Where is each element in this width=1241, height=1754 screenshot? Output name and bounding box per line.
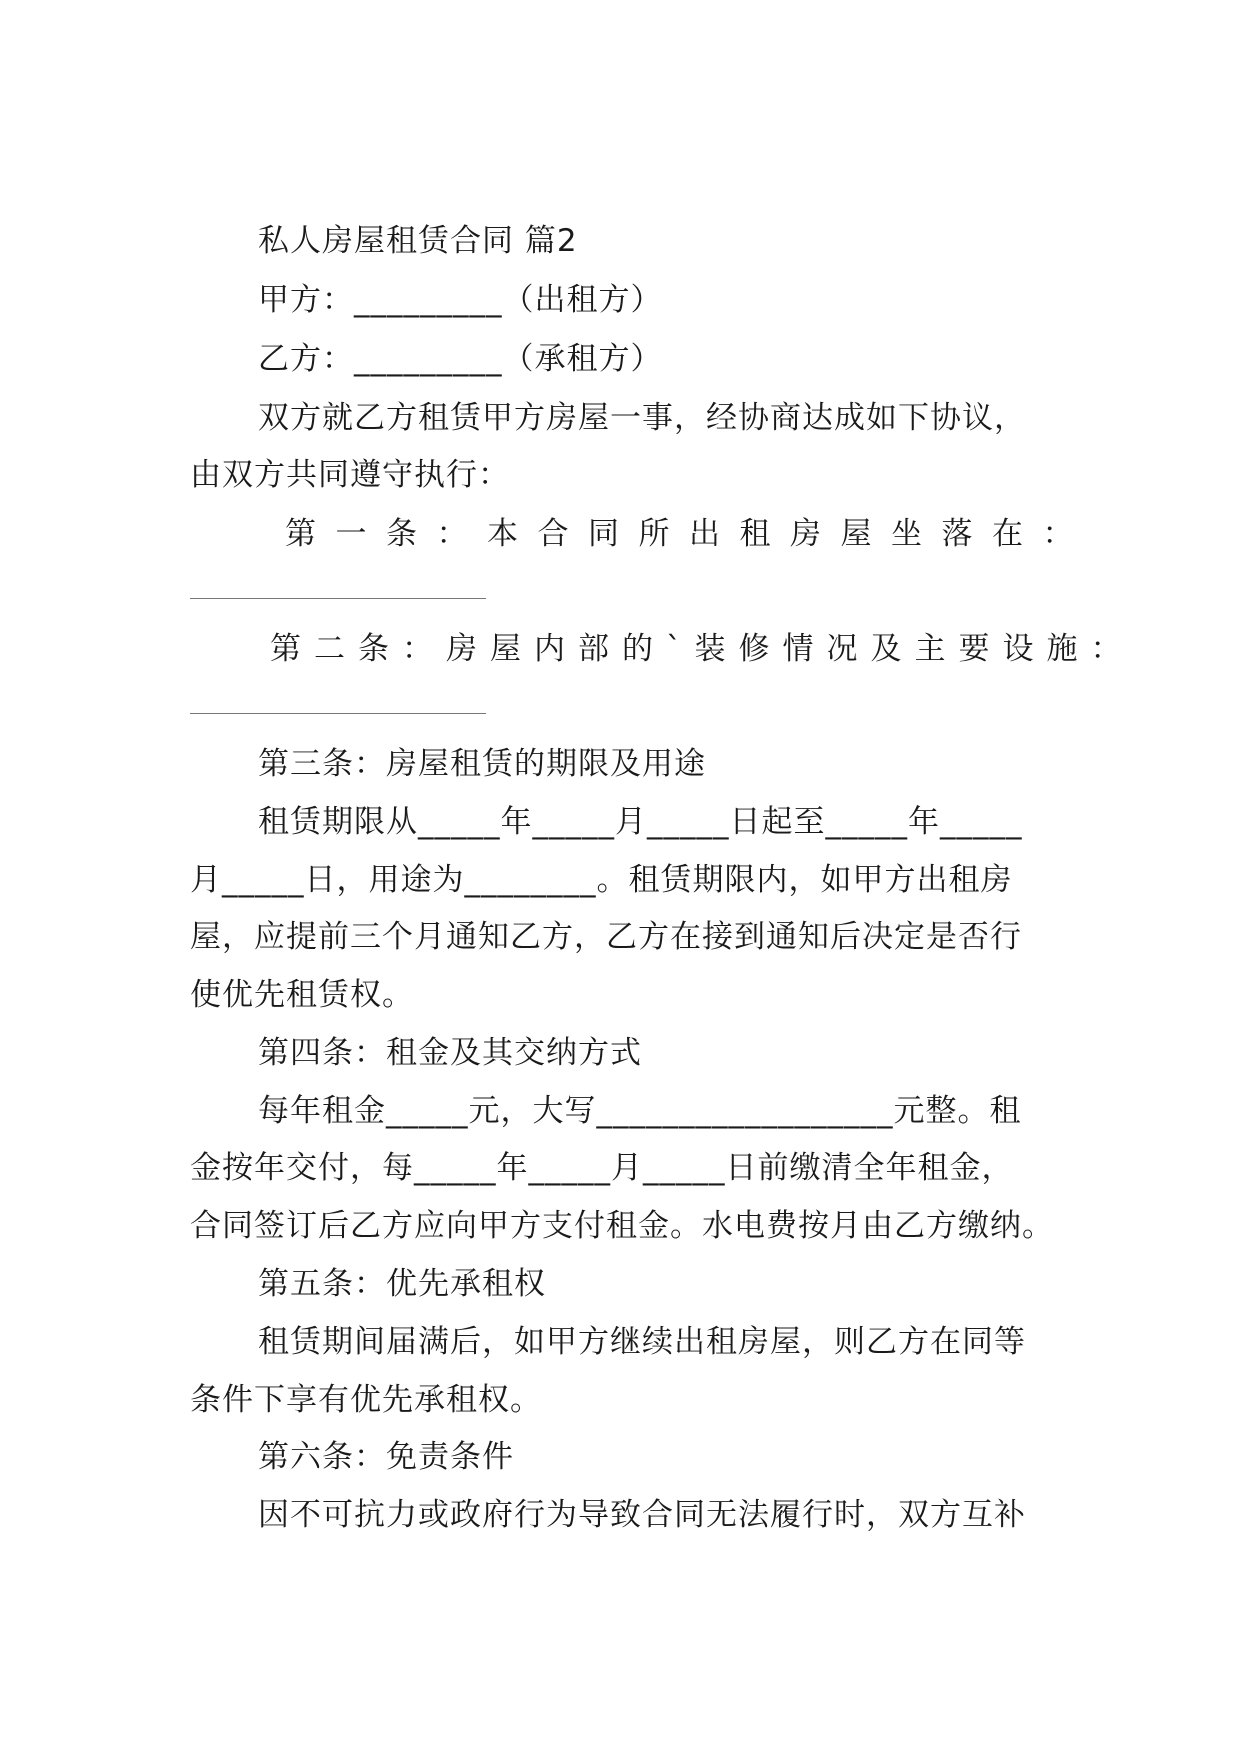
article-2-blank-rule [190, 713, 486, 714]
article-4-line-2: 金按年交付，每_____年_____月_____日前缴清全年租金， [190, 1150, 1014, 1186]
article-5-title: 第五条：优先承租权 [258, 1266, 546, 1302]
article-3-line-1: 租赁期限从_____年_____月_____日起至_____年_____ [258, 804, 1023, 840]
intro-paragraph-line-2: 由双方共同遵守执行： [190, 457, 510, 493]
document-title: 私人房屋租赁合同 篇2 [258, 223, 578, 259]
article-1-text: 第一条：本合同所出租房屋坐落在： [285, 516, 1093, 552]
party-b-line: 乙方：_________（承租方） [258, 341, 663, 377]
article-4-title: 第四条：租金及其交纳方式 [258, 1035, 642, 1071]
article-3-title: 第三条：房屋租赁的期限及用途 [258, 746, 706, 782]
article-6-line-1: 因不可抗力或政府行为导致合同无法履行时，双方互补 [258, 1497, 1026, 1533]
article-3-line-2: 月_____日，用途为________。租赁期限内，如甲方出租房 [190, 862, 1013, 898]
intro-paragraph-line-1: 双方就乙方租赁甲方房屋一事，经协商达成如下协议， [258, 400, 1026, 436]
article-5-line-1: 租赁期间届满后，如甲方继续出租房屋，则乙方在同等 [258, 1324, 1026, 1360]
article-6-title: 第六条：免责条件 [258, 1439, 514, 1475]
article-1-blank-rule [190, 598, 486, 599]
article-5-line-2: 条件下享有优先承租权。 [190, 1382, 542, 1418]
party-a-line: 甲方：_________（出租方） [258, 282, 663, 318]
article-3-line-3: 屋，应提前三个月通知乙方，乙方在接到通知后决定是否行 [190, 919, 1022, 955]
article-4-line-1: 每年租金_____元，大写__________________元整。租 [258, 1093, 1022, 1129]
article-4-line-3: 合同签订后乙方应向甲方支付租金。水电费按月由乙方缴纳。 [190, 1208, 1054, 1244]
article-3-line-4: 使优先租赁权。 [190, 977, 414, 1013]
article-2-text: 第二条：房屋内部的`装修情况及主要设施： [270, 631, 1135, 667]
